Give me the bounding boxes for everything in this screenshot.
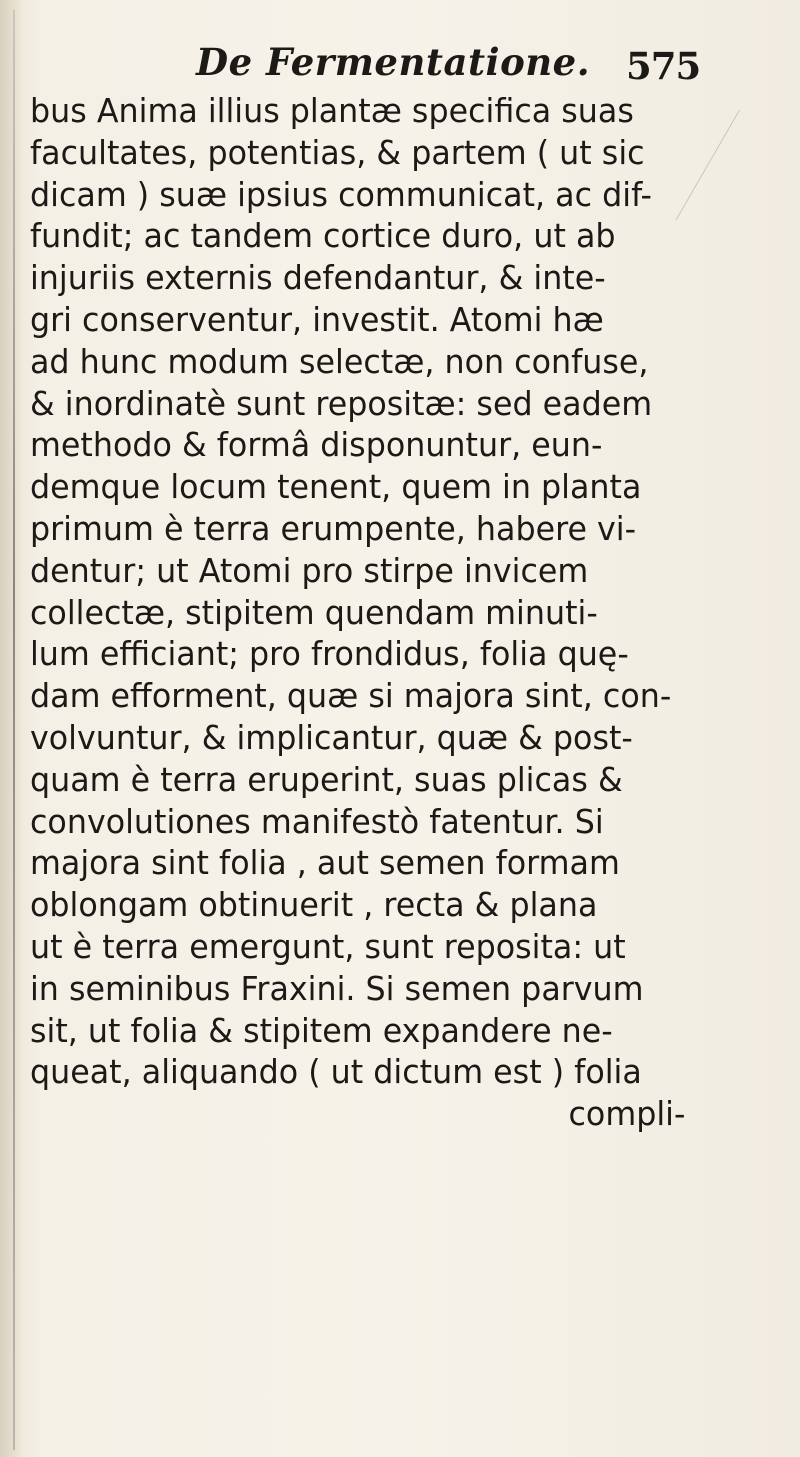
- text-line: & inordinatè sunt repositæ: sed eadem: [30, 383, 653, 423]
- text-line: fundit; ac tandem cortice duro, ut ab: [30, 216, 616, 256]
- text-line: sit, ut folia & stipitem expandere ne-: [30, 1010, 613, 1050]
- page-number: 575: [626, 44, 701, 88]
- text-line: ad hunc modum selectæ, non confuse,: [30, 341, 649, 381]
- text-line: in seminibus Fraxini. Si semen parvum: [30, 968, 644, 1008]
- text-line: facultates, potentias, & partem ( ut sic: [30, 132, 645, 172]
- text-line: lum efficiant; pro frondidus, folia quę-: [30, 634, 629, 674]
- text-line: gri conserventur, investit. Atomi hæ: [30, 299, 604, 339]
- text-line: volvuntur, & implicantur, quæ & post-: [30, 717, 633, 757]
- text-line: primum è terra erumpente, habere vi-: [30, 508, 637, 548]
- text-line: ut è terra emergunt, sunt reposita: ut: [30, 926, 626, 966]
- body-text: [30, 90, 800, 1135]
- text-line: oblongam obtinuerit , recta & plana: [30, 885, 598, 925]
- text-line: queat, aliquando ( ut dictum est ) folia: [30, 1052, 642, 1092]
- running-title: De Fermentatione.: [196, 40, 591, 84]
- text-line: methodo & formâ disponuntur, eun-: [30, 425, 603, 465]
- page-gutter: [0, 0, 22, 1457]
- text-line: bus Anima illius plantæ specifica suas: [30, 91, 634, 130]
- gutter-shadow: [13, 10, 15, 1450]
- text-line: convolutiones manifestò fatentur. Si: [30, 801, 604, 841]
- text-line: dicam ) suæ ipsius communicat, ac dif-: [30, 174, 652, 214]
- text-line: dam efforment, quæ si majora sint, con-: [30, 676, 672, 716]
- text-line: collectæ, stipitem quendam minuti-: [30, 592, 598, 632]
- text-line: injuriis externis defendantur, & inte-: [30, 258, 606, 298]
- text-line: quam è terra eruperint, suas plicas &: [30, 759, 623, 799]
- catchword: compli-: [568, 1094, 686, 1134]
- text-line: demque locum tenent, quem in planta: [30, 467, 642, 507]
- text-line: majora sint folia , aut semen formam: [30, 843, 620, 883]
- text-line: dentur; ut Atomi pro stirpe invicem: [30, 550, 589, 590]
